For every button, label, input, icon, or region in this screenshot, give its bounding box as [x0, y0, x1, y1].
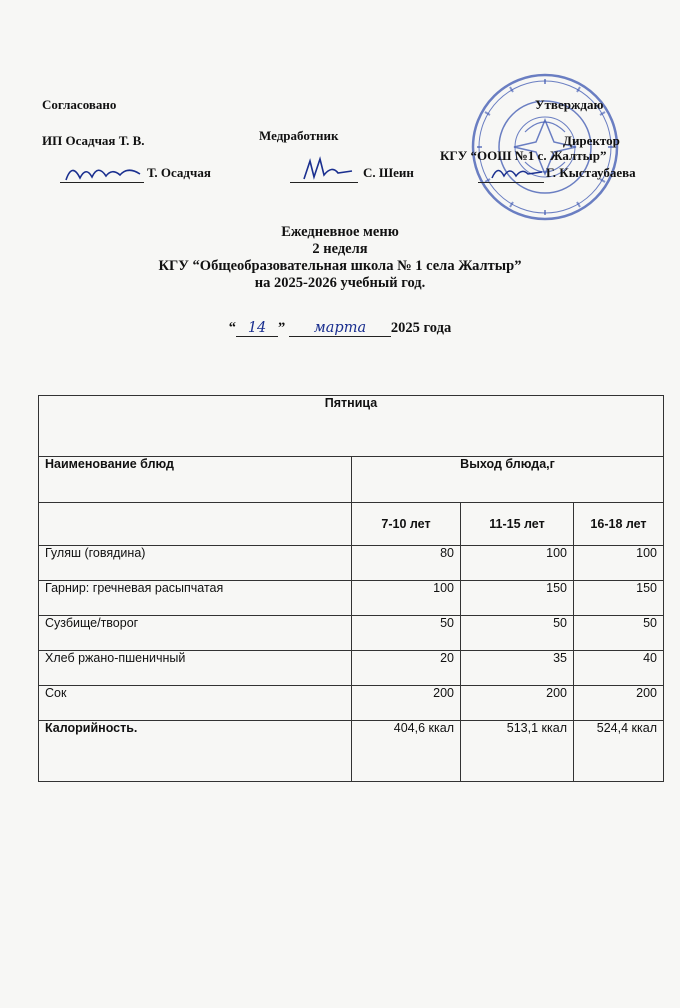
- table-row: [39, 651, 664, 686]
- table-row: [39, 581, 664, 616]
- calories-value-3: 524,4 ккал: [574, 721, 664, 782]
- date-month: марта: [289, 320, 391, 337]
- middle-signature: [300, 155, 356, 183]
- dish-value-2: 200: [461, 686, 574, 721]
- left-sign-name: Т. Осадчая: [147, 165, 211, 180]
- dish-value-3: 150: [574, 581, 664, 616]
- dish-value-3: 200: [574, 686, 664, 721]
- dish-value-1: 20: [352, 651, 461, 686]
- col-output-header: Выход блюда,г: [352, 457, 664, 503]
- approval-right-title: Утверждаю: [535, 97, 604, 112]
- dish-value-2: 150: [461, 581, 574, 616]
- table-age-row: [39, 503, 664, 546]
- calories-row: [39, 721, 664, 782]
- dish-value-2: 35: [461, 651, 574, 686]
- menu-title-line2: 2 неделя: [312, 241, 368, 257]
- right-role: Директор: [563, 133, 620, 148]
- medic-title: Медработник: [259, 128, 339, 143]
- day-name: Пятница: [39, 396, 664, 457]
- dish-value-1: 80: [352, 546, 461, 581]
- age-col-3: 16-18 лет: [574, 503, 664, 546]
- menu-title: [0, 224, 680, 292]
- dish-value-1: 100: [352, 581, 461, 616]
- dish-name: Хлеб ржано-пшеничный: [39, 651, 352, 686]
- table-row: [39, 616, 664, 651]
- table-day-row: [39, 396, 664, 457]
- dish-value-3: 50: [574, 616, 664, 651]
- dish-value-2: 50: [461, 616, 574, 651]
- age-empty-cell: [39, 503, 352, 546]
- age-col-1: 7-10 лет: [352, 503, 461, 546]
- right-org: КГУ “ООШ №1 с. Жалтыр”: [440, 148, 607, 163]
- dish-name: Гарнир: гречневая расыпчатая: [39, 581, 352, 616]
- date-year: 2025 года: [390, 320, 452, 336]
- date-open-quote: “: [228, 320, 237, 336]
- right-sign-name: Г. Кыстаубаева: [546, 165, 636, 180]
- dish-name: Гуляш (говядина): [39, 546, 352, 581]
- menu-date: [0, 320, 680, 337]
- calories-value-2: 513,1 ккал: [461, 721, 574, 782]
- dish-value-1: 50: [352, 616, 461, 651]
- table-header-row: [39, 457, 664, 503]
- menu-title-line4: на 2025-2026 учебный год.: [254, 275, 426, 291]
- age-col-2: 11-15 лет: [461, 503, 574, 546]
- dish-value-2: 100: [461, 546, 574, 581]
- right-signature: [488, 160, 544, 184]
- table-row: [39, 686, 664, 721]
- dish-name: Сузбище/творог: [39, 616, 352, 651]
- dish-value-3: 40: [574, 651, 664, 686]
- calories-label: Калорийность.: [39, 721, 352, 782]
- menu-table: [38, 395, 664, 782]
- col-name-header: Наименование блюд: [39, 457, 352, 503]
- approval-left-title: Согласовано: [42, 97, 117, 112]
- date-day: 14: [236, 320, 278, 337]
- approval-left-org: ИП Осадчая Т. В.: [42, 133, 145, 148]
- left-signature: [62, 160, 144, 186]
- dish-name: Сок: [39, 686, 352, 721]
- dish-value-1: 200: [352, 686, 461, 721]
- menu-title-line3: КГУ “Общеобразовательная школа № 1 села Жалтыр”: [158, 258, 522, 274]
- menu-title-line1: Ежедневное меню: [281, 224, 399, 240]
- dish-value-3: 100: [574, 546, 664, 581]
- middle-sign-name: С. Шеин: [363, 165, 414, 180]
- date-close-quote: ”: [278, 320, 286, 336]
- calories-value-1: 404,6 ккал: [352, 721, 461, 782]
- table-row: [39, 546, 664, 581]
